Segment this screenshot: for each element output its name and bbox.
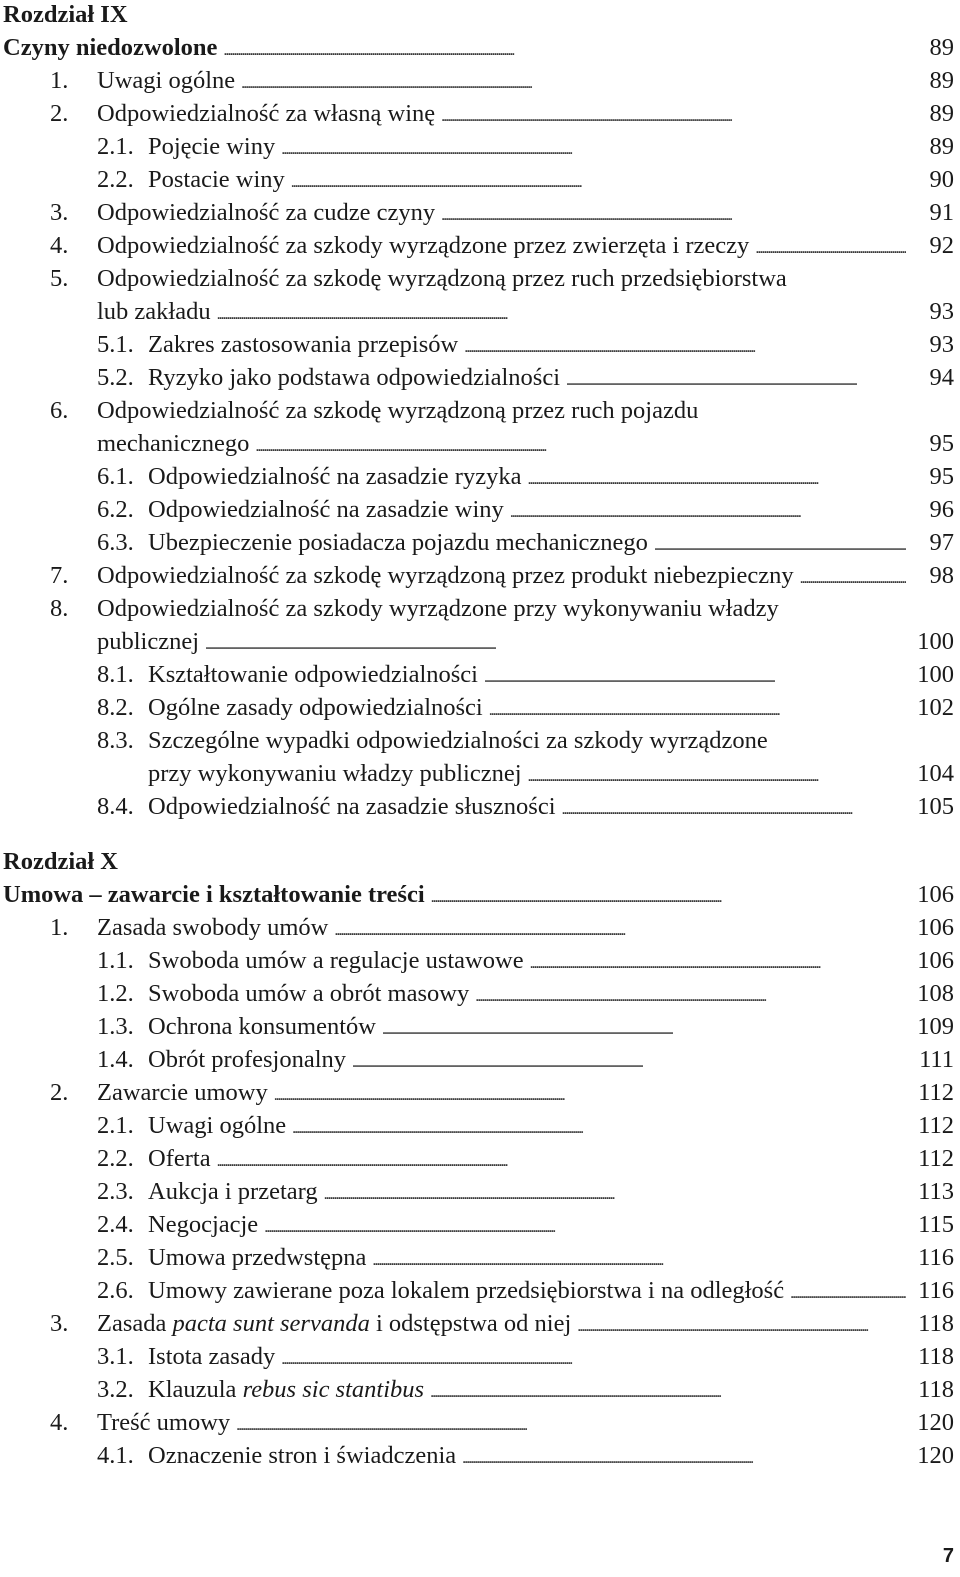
dot-leader <box>755 229 906 262</box>
dot-leader <box>274 1076 906 1109</box>
entry-number: 1.2. <box>97 980 134 1007</box>
page-ref: 112 <box>918 1079 954 1106</box>
toc-entry <box>0 427 960 460</box>
toc-entry <box>0 196 960 229</box>
dot-leader <box>562 790 906 823</box>
page-ref: 91 <box>929 199 954 226</box>
page-ref: 118 <box>918 1376 954 1403</box>
entry-number: 1.4. <box>97 1046 134 1073</box>
entry-title: Odpowiedzialność za szkody wyrządzone przez zwierzęta i rzeczy <box>97 232 750 259</box>
dot-leader <box>577 1307 906 1340</box>
page-ref: 112 <box>918 1112 954 1139</box>
entry-number: 1.3. <box>97 1013 134 1040</box>
entry-number: 8.4. <box>97 793 134 820</box>
dot-leader <box>264 1208 906 1241</box>
entry-title: Umowa przedwstępna <box>148 1244 367 1271</box>
toc-entry <box>0 625 960 658</box>
chapter-title-entry <box>0 31 960 64</box>
entry-number: 2.6. <box>97 1277 134 1304</box>
title-fragment: Zasada <box>97 1310 173 1337</box>
entry-title: Odpowiedzialność za szkodę wyrządzoną przez ruch pojazdu <box>97 397 699 424</box>
entry-title: Ubezpieczenie posiadacza pojazdu mechanicznego <box>148 529 648 556</box>
entry-title: Ryzyko jako podstawa odpowiedzialności <box>148 364 561 391</box>
toc-entry <box>0 295 960 328</box>
entry-title: Czyny niedozwolone <box>3 34 218 61</box>
dot-leader <box>441 196 906 229</box>
dot-leader <box>510 493 906 526</box>
toc-entry <box>0 526 960 559</box>
toc-entry <box>0 1175 960 1208</box>
entry-number: 2.4. <box>97 1211 134 1238</box>
dot-leader <box>241 64 906 97</box>
toc-entry <box>0 1340 960 1373</box>
chapter-title-entry <box>0 878 960 911</box>
entry-number: 1. <box>50 67 69 94</box>
dot-leader <box>382 1010 906 1043</box>
entry-number: 2.5. <box>97 1244 134 1271</box>
entry-title: Odpowiedzialność na zasadzie winy <box>148 496 504 523</box>
dot-leader <box>334 911 906 944</box>
dot-leader <box>462 1439 906 1472</box>
toc-entry <box>0 493 960 526</box>
entry-title <box>97 1307 571 1340</box>
page-ref: 105 <box>917 793 954 820</box>
toc-entry <box>0 1274 960 1307</box>
entry-title: Swoboda umów a obrót masowy <box>148 980 470 1007</box>
page-ref: 90 <box>929 166 954 193</box>
entry-number: 3. <box>50 199 69 226</box>
entry-number: 6.1. <box>97 463 134 490</box>
entry-title <box>148 1373 424 1406</box>
entry-title: Uwagi ogólne <box>148 1112 287 1139</box>
toc-entry <box>0 1076 960 1109</box>
dot-leader <box>292 1109 906 1142</box>
entry-number: 3.2. <box>97 1376 134 1403</box>
entry-title: lub zakładu <box>97 298 211 325</box>
toc-entry <box>0 1373 960 1406</box>
entry-title: Pojęcie winy <box>148 133 276 160</box>
dot-leader <box>530 944 906 977</box>
toc-entry <box>0 1406 960 1439</box>
page-ref: 106 <box>917 947 954 974</box>
dot-leader <box>217 1142 906 1175</box>
toc-entry <box>0 229 960 262</box>
title-fragment: Klauzula <box>148 1376 243 1403</box>
toc-entry <box>0 724 960 757</box>
entry-title: publicznej <box>97 628 200 655</box>
page-ref: 112 <box>918 1145 954 1172</box>
page-ref: 106 <box>917 914 954 941</box>
page-ref: 89 <box>929 67 954 94</box>
entry-title: Swoboda umów a regulacje ustawowe <box>148 947 524 974</box>
entry-number: 2. <box>50 100 69 127</box>
page-ref: 89 <box>929 34 954 61</box>
entry-title: przy wykonywaniu władzy publicznej <box>148 760 522 787</box>
entry-title: Rozdział X <box>3 848 118 875</box>
entry-title: Ochrona konsumentów <box>148 1013 376 1040</box>
page-ref: 97 <box>929 529 954 556</box>
dot-leader <box>255 427 906 460</box>
entry-number: 3.1. <box>97 1343 134 1370</box>
toc-entry <box>0 1439 960 1472</box>
entry-title: Odpowiedzialność za własną winę <box>97 100 436 127</box>
entry-title: mechanicznego <box>97 430 250 457</box>
dot-leader <box>489 691 906 724</box>
entry-title: Oferta <box>148 1145 211 1172</box>
page-number: 7 <box>942 1545 954 1567</box>
dot-leader <box>352 1043 906 1076</box>
entry-number: 6.2. <box>97 496 134 523</box>
entry-number: 6.3. <box>97 529 134 556</box>
entry-title: Odpowiedzialność na zasadzie ryzyka <box>148 463 522 490</box>
toc-entry <box>0 1010 960 1043</box>
entry-number: 1.1. <box>97 947 134 974</box>
page-ref: 93 <box>929 298 954 325</box>
toc-entry <box>0 1208 960 1241</box>
entry-number: 7. <box>50 562 69 589</box>
toc-entry <box>0 460 960 493</box>
entry-title: Szczególne wypadki odpowiedzialności za szkody wyrządzone <box>148 727 768 754</box>
entry-number: 6. <box>50 397 69 424</box>
toc-entry <box>0 130 960 163</box>
page-ref: 98 <box>929 562 954 589</box>
dot-leader <box>281 130 906 163</box>
chapter-label <box>0 845 960 878</box>
entry-title: Obrót profesjonalny <box>148 1046 346 1073</box>
toc-entry <box>0 658 960 691</box>
entry-title: Umowa – zawarcie i kształtowanie treści <box>3 881 425 908</box>
page-ref: 109 <box>917 1013 954 1040</box>
entry-title: Negocjacje <box>148 1211 259 1238</box>
entry-title: Odpowiedzialność za cudze czyny <box>97 199 436 226</box>
dot-leader <box>566 361 906 394</box>
toc-entry <box>0 97 960 130</box>
chapter-label <box>0 0 960 31</box>
entry-number: 2.1. <box>97 1112 134 1139</box>
page-ref: 95 <box>929 463 954 490</box>
page-ref: 111 <box>919 1046 954 1073</box>
entry-title: Zawarcie umowy <box>97 1079 268 1106</box>
dot-leader <box>464 328 906 361</box>
toc-entry <box>0 1241 960 1274</box>
entry-number: 4. <box>50 1409 69 1436</box>
page-ref: 120 <box>917 1442 954 1469</box>
toc-entry <box>0 394 960 427</box>
page-ref: 94 <box>929 364 954 391</box>
entry-number: 2.3. <box>97 1178 134 1205</box>
page-ref: 96 <box>929 496 954 523</box>
dot-leader <box>528 757 906 790</box>
page-ref: 108 <box>917 980 954 1007</box>
entry-number: 8.2. <box>97 694 134 721</box>
page-ref: 100 <box>917 661 954 688</box>
entry-number: 1. <box>50 914 69 941</box>
entry-number: 2.2. <box>97 1145 134 1172</box>
entry-number: 5. <box>50 265 69 292</box>
toc-entry <box>0 911 960 944</box>
entry-title: Ogólne zasady odpowiedzialności <box>148 694 483 721</box>
page-ref: 116 <box>918 1277 954 1304</box>
entry-title: Uwagi ogólne <box>97 67 236 94</box>
dot-leader <box>527 460 906 493</box>
entry-title: Odpowiedzialność za szkody wyrządzone przy wykonywaniu władzy <box>97 595 779 622</box>
toc-entry <box>0 559 960 592</box>
page-ref: 95 <box>929 430 954 457</box>
page-ref: 104 <box>917 760 954 787</box>
toc-entry <box>0 757 960 790</box>
entry-number: 8.1. <box>97 661 134 688</box>
page-ref: 106 <box>917 881 954 908</box>
entry-number: 2.2. <box>97 166 134 193</box>
toc-entry <box>0 64 960 97</box>
entry-number: 2.1. <box>97 133 134 160</box>
dot-leader <box>475 977 906 1010</box>
page-ref: 120 <box>917 1409 954 1436</box>
entry-title: Oznaczenie stron i świadczenia <box>148 1442 457 1469</box>
page-ref: 93 <box>929 331 954 358</box>
page-ref: 92 <box>929 232 954 259</box>
entry-title: Kształtowanie odpowiedzialności <box>148 661 478 688</box>
entry-number: 5.1. <box>97 331 134 358</box>
dot-leader <box>205 625 906 658</box>
dot-leader <box>291 163 906 196</box>
dot-leader <box>324 1175 906 1208</box>
toc-entry <box>0 328 960 361</box>
toc-entry <box>0 1142 960 1175</box>
page-ref: 115 <box>918 1211 954 1238</box>
page-ref: 89 <box>929 133 954 160</box>
toc-entry <box>0 790 960 823</box>
dot-leader <box>441 97 906 130</box>
entry-number: 2. <box>50 1079 69 1106</box>
entry-number: 4.1. <box>97 1442 134 1469</box>
toc-entry <box>0 592 960 625</box>
dot-leader <box>790 1274 906 1307</box>
page-ref: 116 <box>918 1244 954 1271</box>
entry-title: Zakres zastosowania przepisów <box>148 331 459 358</box>
italic-term: pacta sunt servanda <box>172 1310 370 1337</box>
toc-entry <box>0 691 960 724</box>
page-ref: 118 <box>918 1343 954 1370</box>
page-ref: 89 <box>929 100 954 127</box>
entry-number: 4. <box>50 232 69 259</box>
entry-title: Rozdział IX <box>3 1 128 28</box>
toc-entry <box>0 1109 960 1142</box>
dot-leader <box>484 658 906 691</box>
dot-leader <box>223 31 906 64</box>
entry-title: Odpowiedzialność za szkodę wyrządzoną przez ruch przedsiębiorstwa <box>97 265 787 292</box>
entry-number: 3. <box>50 1310 69 1337</box>
entry-number: 8.3. <box>97 727 134 754</box>
dot-leader <box>431 878 906 911</box>
page-ref: 102 <box>917 694 954 721</box>
toc-entry <box>0 944 960 977</box>
entry-title: Postacie winy <box>148 166 285 193</box>
dot-leader <box>654 526 906 559</box>
entry-title: Aukcja i przetarg <box>148 1178 318 1205</box>
entry-title: Odpowiedzialność za szkodę wyrządzoną przez produkt niebezpieczny <box>97 562 794 589</box>
toc-entry <box>0 361 960 394</box>
entry-number: 5.2. <box>97 364 134 391</box>
entry-title: Umowy zawierane poza lokalem przedsiębiorstwa i na odległość <box>148 1277 785 1304</box>
dot-leader <box>236 1406 906 1439</box>
dot-leader <box>281 1340 906 1373</box>
entry-title: Odpowiedzialność na zasadzie słuszności <box>148 793 556 820</box>
italic-term: rebus sic stantibus <box>242 1376 425 1403</box>
dot-leader <box>800 559 906 592</box>
toc-entry <box>0 1043 960 1076</box>
dot-leader <box>372 1241 906 1274</box>
dot-leader <box>430 1373 906 1406</box>
title-fragment: i odstępstwa od niej <box>369 1310 572 1337</box>
entry-number: 8. <box>50 595 69 622</box>
toc-entry <box>0 977 960 1010</box>
entry-title: Istota zasady <box>148 1343 276 1370</box>
entry-title: Treść umowy <box>97 1409 231 1436</box>
entry-title: Zasada swobody umów <box>97 914 329 941</box>
toc-entry <box>0 262 960 295</box>
toc-entry <box>0 1307 960 1340</box>
page-ref: 113 <box>918 1178 954 1205</box>
page-ref: 100 <box>917 628 954 655</box>
dot-leader <box>217 295 906 328</box>
toc-entry <box>0 163 960 196</box>
page-ref: 118 <box>918 1310 954 1337</box>
